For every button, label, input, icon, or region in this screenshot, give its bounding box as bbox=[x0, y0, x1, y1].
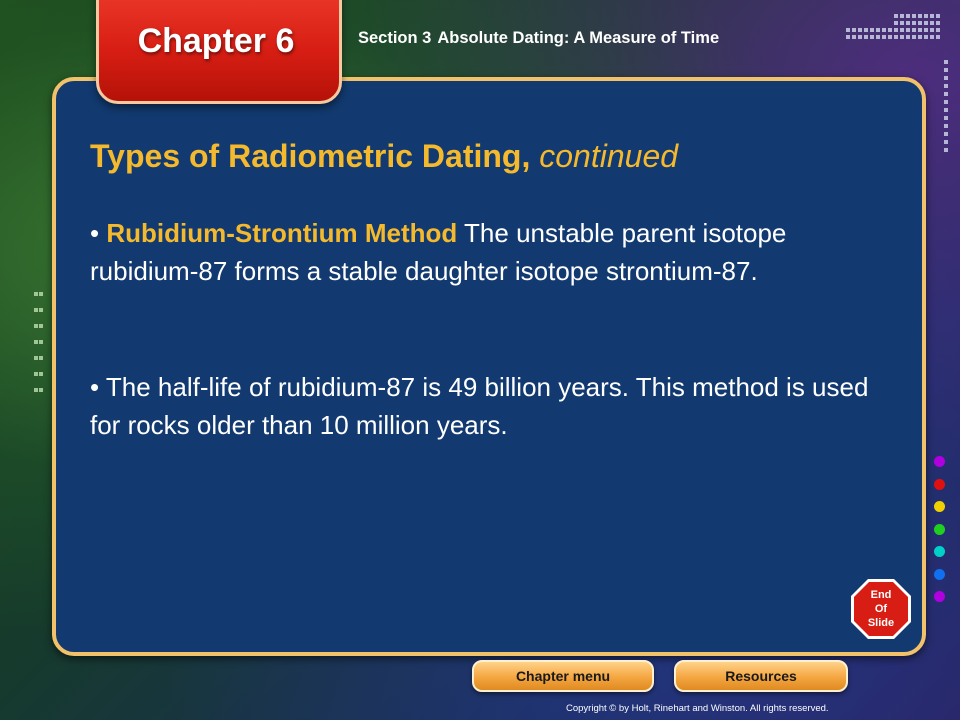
resources-button[interactable]: Resources bbox=[674, 660, 848, 692]
decorative-dot bbox=[936, 21, 940, 25]
end-slide-line2: Of bbox=[874, 603, 888, 615]
decorative-dot bbox=[912, 21, 916, 25]
section-header bbox=[358, 29, 719, 48]
decorative-dot bbox=[39, 308, 43, 312]
decorative-dot bbox=[906, 21, 910, 25]
bullet-item bbox=[90, 368, 870, 444]
decorative-dot bbox=[930, 35, 934, 39]
decorative-dot bbox=[894, 28, 898, 32]
decorative-dot bbox=[918, 35, 922, 39]
color-dot bbox=[934, 456, 945, 467]
bullet-text: The half-life of rubidium-87 is 49 billion years. This method is used for rocks older than 10 million years. bbox=[90, 372, 869, 440]
decorative-dot bbox=[944, 84, 948, 88]
stop-sign-icon bbox=[850, 578, 912, 640]
decorative-dot bbox=[34, 388, 38, 392]
chapter-label: Chapter 6 bbox=[137, 22, 295, 60]
decorative-dot bbox=[912, 35, 916, 39]
decorative-dot bbox=[39, 356, 43, 360]
decorative-dot bbox=[912, 28, 916, 32]
decorative-dot bbox=[39, 340, 43, 344]
decorative-dot bbox=[894, 14, 898, 18]
decorative-dot bbox=[34, 292, 38, 296]
decorative-dot bbox=[34, 308, 38, 312]
color-dot bbox=[934, 524, 945, 535]
decorative-dot bbox=[944, 92, 948, 96]
decorative-dot bbox=[930, 28, 934, 32]
slide-title bbox=[90, 138, 678, 175]
copyright-text: Copyright © by Holt, Rinehart and Winston. All rights reserved. bbox=[566, 703, 829, 714]
decorative-dot bbox=[870, 35, 874, 39]
decorative-dot bbox=[882, 35, 886, 39]
decorative-dot bbox=[918, 28, 922, 32]
bullet-marker: • bbox=[90, 218, 100, 248]
color-dot bbox=[934, 546, 945, 557]
decorative-dot bbox=[944, 76, 948, 80]
decorative-dot bbox=[894, 35, 898, 39]
decorative-dot bbox=[39, 324, 43, 328]
decorative-dot bbox=[936, 14, 940, 18]
bullet-item bbox=[90, 214, 870, 290]
chapter-menu-button[interactable]: Chapter menu bbox=[472, 660, 654, 692]
decorative-dot bbox=[930, 21, 934, 25]
decorative-dot bbox=[894, 21, 898, 25]
decorative-dot-grid-top bbox=[846, 14, 946, 54]
decorative-dot bbox=[864, 35, 868, 39]
decorative-dot bbox=[882, 28, 886, 32]
decorative-dot bbox=[944, 148, 948, 152]
decorative-dot bbox=[900, 35, 904, 39]
end-slide-line3: Slide bbox=[867, 617, 895, 629]
bullet-term: Rubidium-Strontium Method bbox=[106, 218, 458, 248]
decorative-dot bbox=[34, 356, 38, 360]
decorative-dot bbox=[924, 28, 928, 32]
color-dot bbox=[934, 569, 945, 580]
decorative-dot bbox=[944, 108, 948, 112]
decorative-dot bbox=[39, 372, 43, 376]
section-title: Absolute Dating: A Measure of Time bbox=[437, 29, 720, 47]
decorative-dot bbox=[944, 132, 948, 136]
decorative-dot bbox=[912, 14, 916, 18]
decorative-dot bbox=[900, 21, 904, 25]
decorative-dot bbox=[39, 292, 43, 296]
decorative-dot bbox=[846, 35, 850, 39]
decorative-dot bbox=[924, 14, 928, 18]
decorative-dot bbox=[900, 14, 904, 18]
decorative-dot bbox=[888, 28, 892, 32]
bullet-text: The unstable parent isotope rubidium-87 forms a stable daughter isotope strontium-87. bbox=[90, 218, 787, 286]
decorative-dot bbox=[924, 21, 928, 25]
decorative-dot bbox=[876, 28, 880, 32]
decorative-dot bbox=[930, 14, 934, 18]
color-dot bbox=[934, 591, 945, 602]
decorative-dot bbox=[858, 35, 862, 39]
decorative-dot bbox=[852, 35, 856, 39]
decorative-dot bbox=[900, 28, 904, 32]
end-slide-line1: End bbox=[870, 589, 892, 601]
decorative-dot bbox=[34, 372, 38, 376]
color-dot bbox=[934, 479, 945, 490]
decorative-dot bbox=[34, 324, 38, 328]
section-number: Section 3 bbox=[358, 29, 432, 47]
decorative-dot bbox=[888, 35, 892, 39]
decorative-dot bbox=[936, 28, 940, 32]
decorative-dot bbox=[936, 35, 940, 39]
decorative-dot bbox=[906, 35, 910, 39]
decorative-dot bbox=[924, 35, 928, 39]
decorative-dot bbox=[864, 28, 868, 32]
decorative-color-dots bbox=[934, 456, 946, 606]
slide-title-continued: continued bbox=[539, 138, 679, 174]
decorative-dot-column-left bbox=[34, 292, 44, 404]
end-of-slide-button[interactable] bbox=[850, 578, 912, 640]
decorative-dot bbox=[944, 140, 948, 144]
decorative-dot bbox=[918, 14, 922, 18]
decorative-dot bbox=[944, 68, 948, 72]
bullet-marker: • bbox=[90, 372, 100, 402]
decorative-dot bbox=[870, 28, 874, 32]
decorative-dot bbox=[858, 28, 862, 32]
decorative-dot bbox=[918, 21, 922, 25]
decorative-dot bbox=[944, 100, 948, 104]
decorative-dot bbox=[906, 14, 910, 18]
decorative-dot-column-right bbox=[944, 60, 950, 155]
decorative-dot bbox=[846, 28, 850, 32]
decorative-dot bbox=[876, 35, 880, 39]
decorative-dot bbox=[944, 60, 948, 64]
slide-title-main: Types of Radiometric Dating, bbox=[90, 138, 531, 174]
decorative-dot bbox=[944, 124, 948, 128]
decorative-dot bbox=[39, 388, 43, 392]
decorative-dot bbox=[852, 28, 856, 32]
decorative-dot bbox=[906, 28, 910, 32]
decorative-dot bbox=[944, 116, 948, 120]
decorative-dot bbox=[34, 340, 38, 344]
color-dot bbox=[934, 501, 945, 512]
